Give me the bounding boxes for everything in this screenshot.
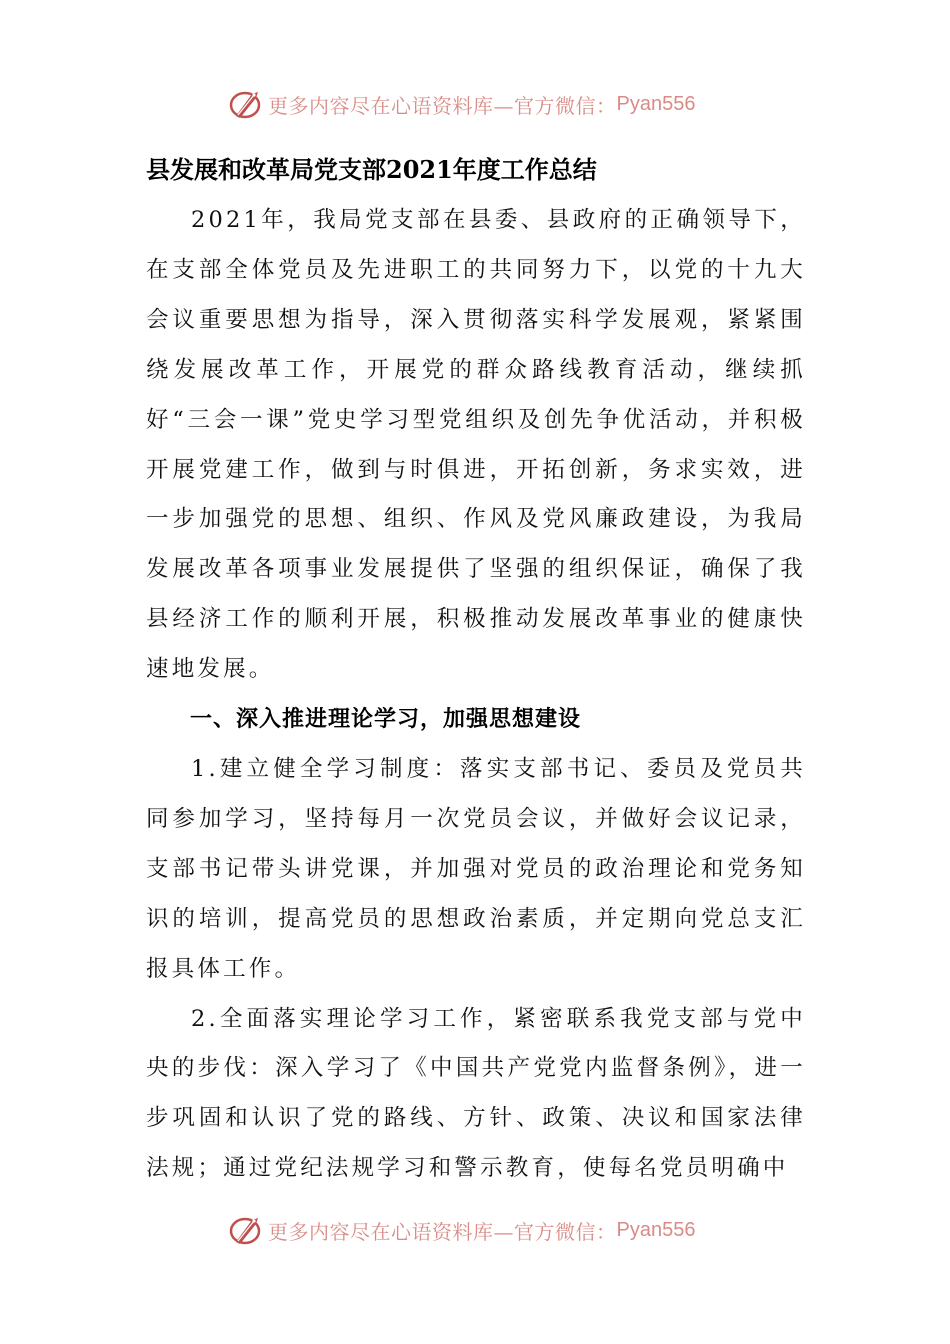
watermark-wechat-id: Pyan556: [616, 92, 696, 115]
pen-nib-logo-icon: [228, 86, 264, 122]
watermark-banner-bottom: [228, 1210, 728, 1250]
document-body: [146, 196, 806, 1194]
section-heading-1: 一、深入推进理论学习，加强思想建设: [190, 707, 582, 733]
watermark-wechat-id: Pyan556: [616, 1218, 696, 1241]
watermark-banner-top: [228, 84, 728, 124]
list-item-1: 1.建立健全学习制度：落实支部书记、委员及党员共同参加学习，坚持每月一次党员会议，并做好会议记录，支部书记带头讲党课，并加强对党员的政治理论和党务知识的培训，提高党员的思想政治素质，并定期向党总支汇报具体工作。: [146, 755, 806, 982]
watermark-text: 更多内容尽在心语资料库—官方微信：: [268, 93, 617, 118]
watermark-text: 更多内容尽在心语资料库—官方微信：: [268, 1219, 617, 1244]
list-item-2: 2.全面落实理论学习工作，紧密联系我党支部与党中央的步伐：深入学习了《中国共产党党内监督条例》，进一步巩固和认识了党的路线、方针、政策、决议和国家法律法规；通过党纪法规学习和警示教育，使每名党员明确中: [146, 1005, 806, 1182]
document-title: 县发展和改革局党支部2021年度工作总结: [146, 155, 597, 184]
pen-nib-logo-icon: [228, 1212, 264, 1248]
intro-paragraph: 2021年，我局党支部在县委、县政府的正确领导下，在支部全体党员及先进职工的共同努力下，以党的十九大会议重要思想为指导，深入贯彻落实科学发展观，紧紧围绕发展改革工作，开展党的群众路线教育活动，继续抓好“三会一课”党史学习型党组织及创先争优活动，并积极开展党建工作，做到与时俱进，开拓创新，务求实效，进一步加强党的思想、组织、作风及党风廉政建设，为我局发展改革各项事业发展提供了坚强的组织保证，确保了我县经济工作的顺利开展，积极推动发展改革事业的健康快速地发展。: [146, 207, 806, 683]
